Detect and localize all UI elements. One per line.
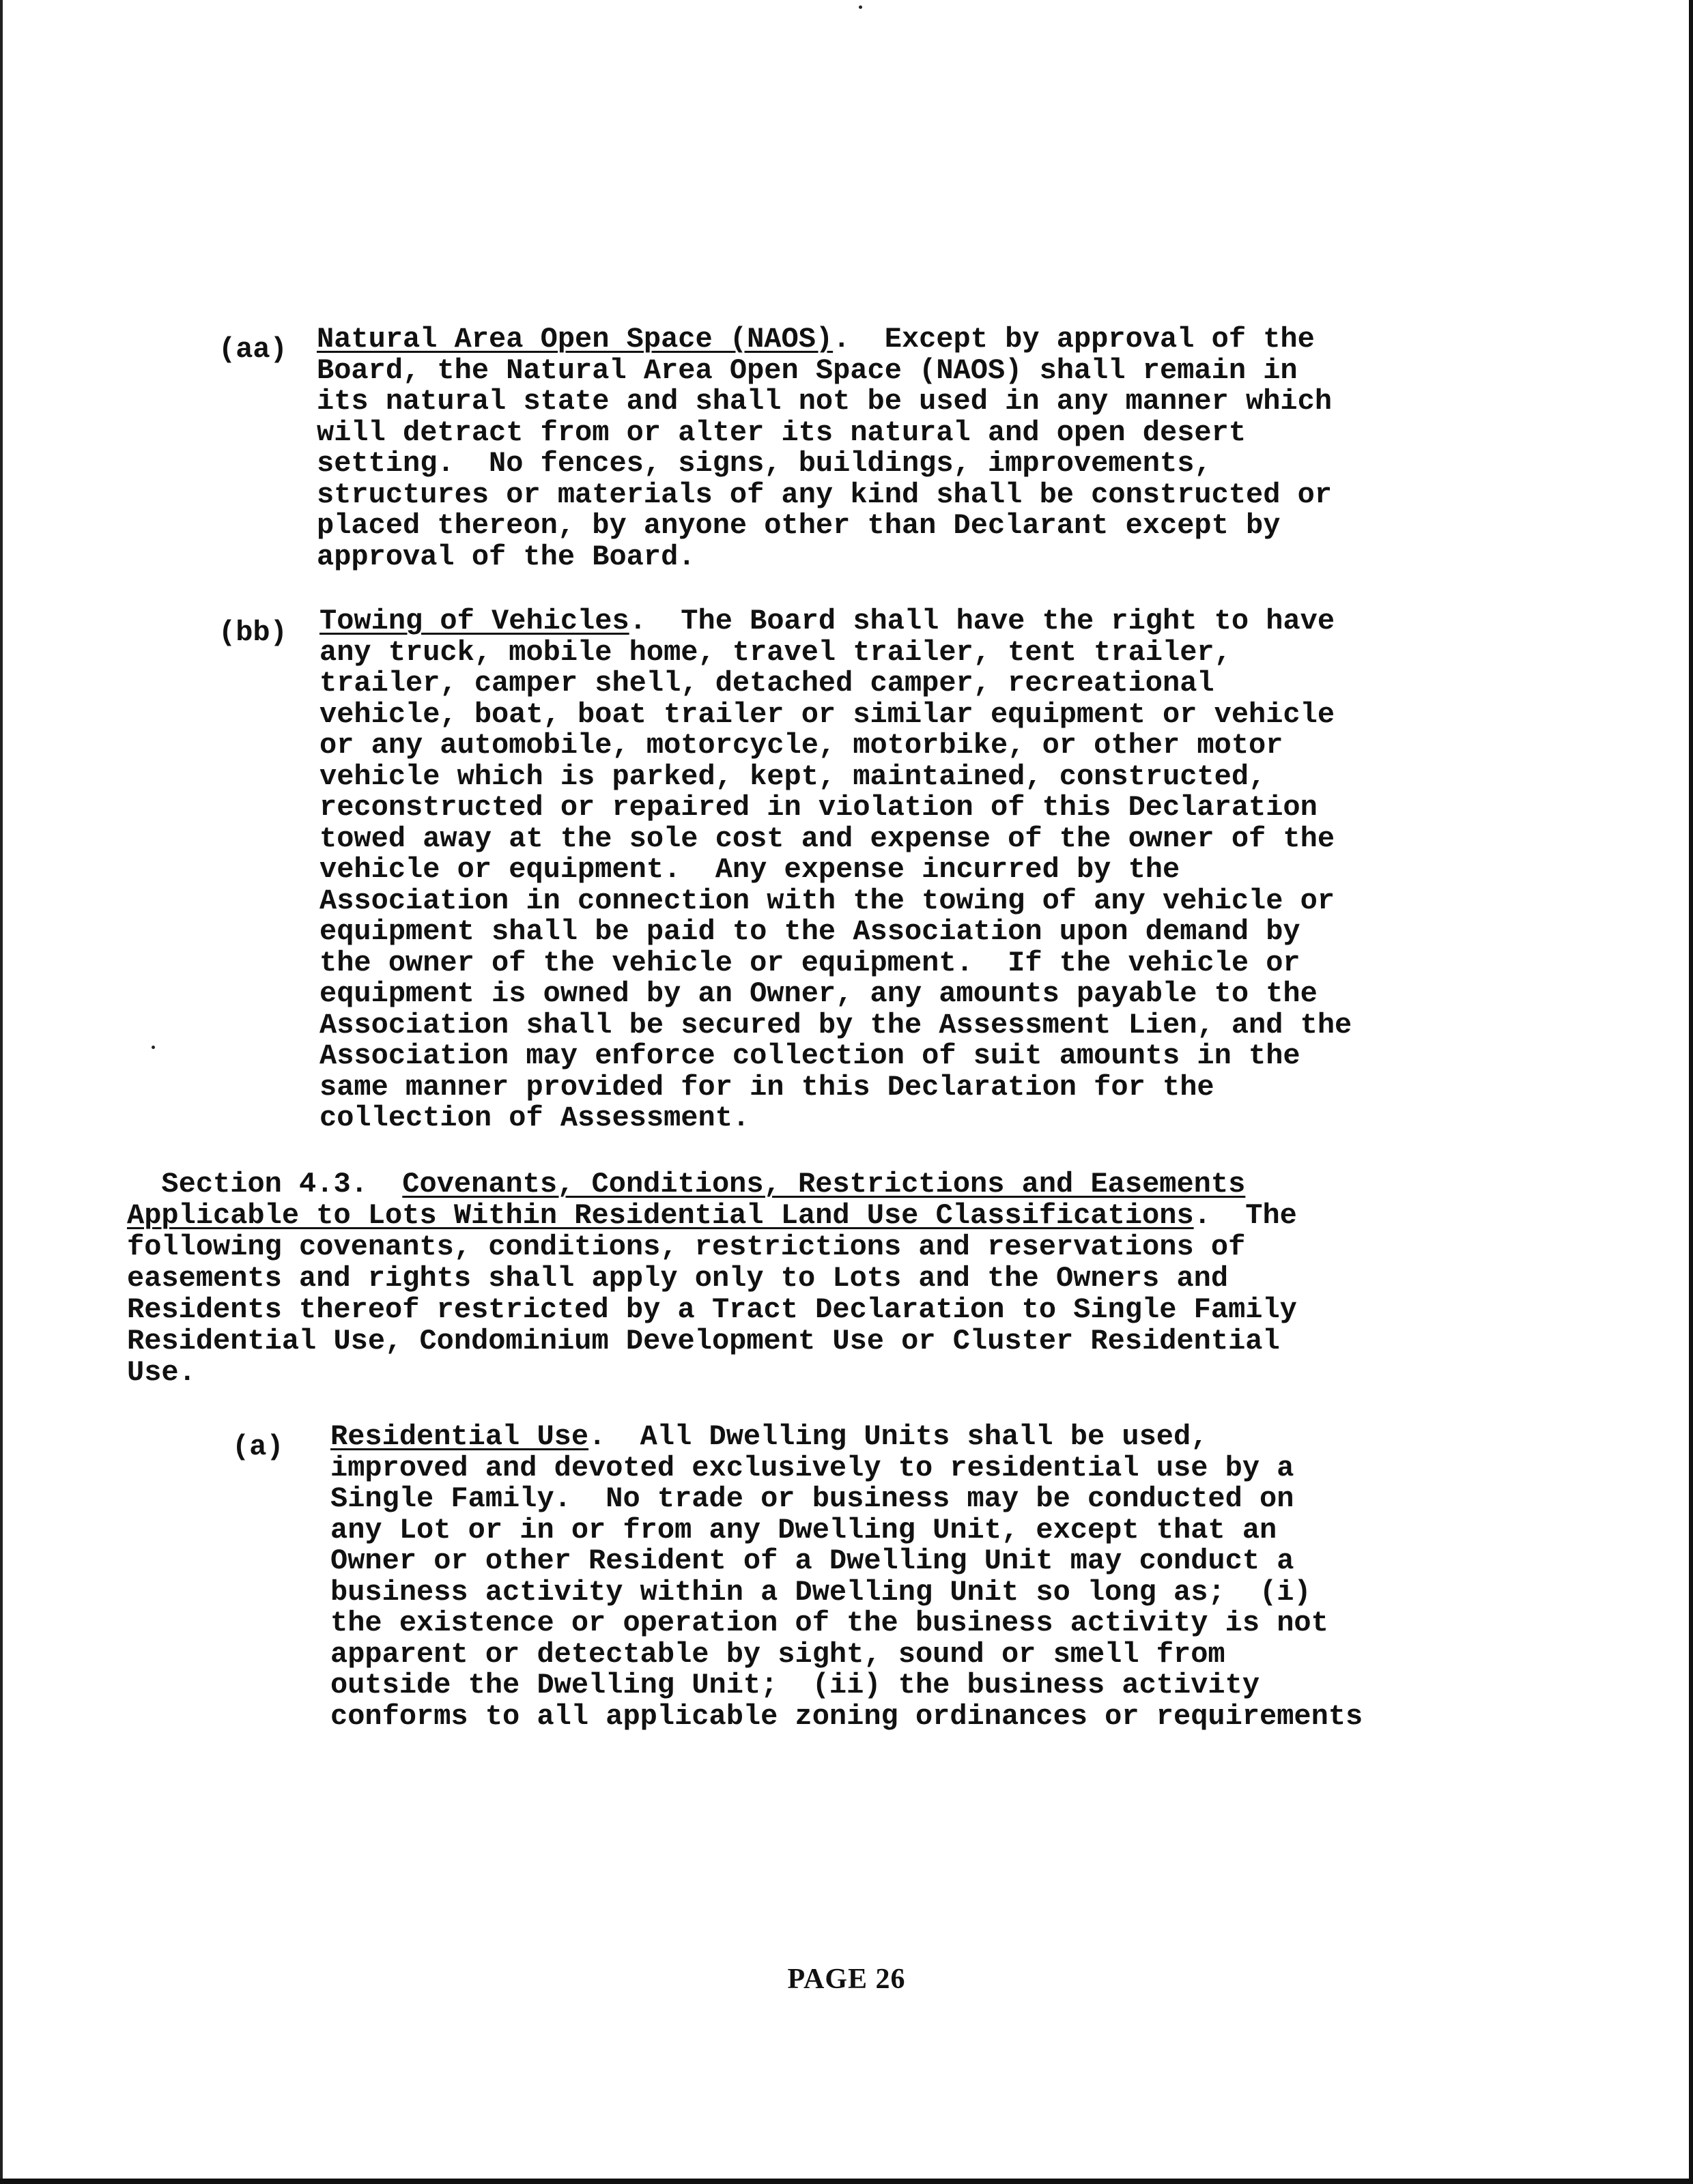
paragraph-bb-line: vehicle which is parked, kept, maintained, constructed, xyxy=(319,760,1266,793)
section-body-line: Residents thereof restricted by a Tract Declaration to Single Family xyxy=(127,1293,1297,1326)
paragraph-bb-line: any truck, mobile home, travel trailer, tent trailer, xyxy=(319,635,1232,669)
paragraph-bb-heading: Towing of Vehicles xyxy=(319,605,629,637)
section-body-line: Use. xyxy=(127,1356,196,1389)
paragraph-bb-line: reconstructed or repaired in violation of this Declaration xyxy=(319,791,1318,824)
scan-speck xyxy=(152,1046,155,1049)
page-number: PAGE 26 xyxy=(787,1964,906,1995)
scan-edge-left xyxy=(0,0,3,2184)
section-heading-line xyxy=(127,1168,1297,1200)
paragraph-bb-line: Towing of Vehicles. The Board shall have the right to have xyxy=(319,605,1335,637)
scan-speck xyxy=(859,5,862,9)
paragraph-a-line: business activity within a Dwelling Unit so long as; (i) xyxy=(330,1575,1311,1609)
paragraph-bb-line: collection of Assessment. xyxy=(319,1102,750,1134)
paragraph-a-heading: Residential Use xyxy=(330,1420,589,1453)
paragraph-aa-line: approval of the Board. xyxy=(317,540,696,573)
paragraph-bb-line: or any automobile, motorcycle, motorbike, or other motor xyxy=(319,729,1283,762)
paragraph-aa xyxy=(317,324,1332,573)
section-heading-line: Applicable to Lots Within Residential Land Use Classifications. The xyxy=(127,1199,1297,1232)
paragraph-bb-line: vehicle, boat, boat trailer or similar equipment or vehicle xyxy=(319,698,1335,731)
section-body-line: easements and rights shall apply only to Lots and the Owners and xyxy=(127,1262,1229,1295)
section-heading-part-1: Covenants, Conditions, Restrictions and Easements xyxy=(402,1168,1246,1201)
paragraph-aa-line: setting. No fences, signs, buildings, improvements, xyxy=(317,447,1212,480)
paragraph-bb-line: Association in connection with the towing of any vehicle or xyxy=(319,884,1335,917)
paragraph-aa-line: Natural Area Open Space (NAOS). Except by approval of the xyxy=(317,323,1315,356)
paragraph-a-line: Owner or other Resident of a Dwelling Unit may conduct a xyxy=(330,1544,1294,1577)
paragraph-aa-line: structures or materials of any kind shall be constructed or xyxy=(317,478,1333,511)
paragraph-bb-line: trailer, camper shell, detached camper, recreational xyxy=(319,667,1214,700)
paragraph-bb-label: (bb) xyxy=(218,616,287,649)
paragraph-a-line: any Lot or in or from any Dwelling Unit, except that an xyxy=(330,1513,1277,1547)
scan-edge-bottom xyxy=(0,2179,1693,2184)
paragraph-bb-line: towed away at the sole cost and expense of the owner of the xyxy=(319,822,1335,855)
paragraph-a xyxy=(330,1422,1363,1732)
paragraph-a-line: Residential Use. All Dwelling Units shall be used, xyxy=(330,1420,1208,1453)
scan-edge-right xyxy=(1689,0,1693,2184)
paragraph-a-line: apparent or detectable by sight, sound or smell from xyxy=(330,1637,1225,1671)
paragraph-a-line: Single Family. No trade or business may be conducted on xyxy=(330,1482,1294,1515)
paragraph-aa-line: Board, the Natural Area Open Space (NAOS) shall remain in xyxy=(317,354,1298,387)
paragraph-bb-line: same manner provided for in this Declaration for the xyxy=(319,1070,1214,1104)
paragraph-aa-line: will detract from or alter its natural and open desert xyxy=(317,416,1247,449)
paragraph-bb xyxy=(319,606,1352,1134)
paragraph-aa-line: its natural state and shall not be used in any manner which xyxy=(317,385,1333,418)
paragraph-bb-line: equipment is owned by an Owner, any amounts payable to the xyxy=(319,977,1318,1010)
paragraph-a-line: outside the Dwelling Unit; (ii) the business activity xyxy=(330,1669,1260,1701)
paragraph-bb-line: the owner of the vehicle or equipment. If the vehicle or xyxy=(319,946,1300,979)
paragraph-a-label: (a) xyxy=(232,1431,284,1463)
section-4-3 xyxy=(127,1168,1297,1388)
paragraph-bb-line: vehicle or equipment. Any expense incurred by the xyxy=(319,853,1180,886)
paragraph-bb-line: Association shall be secured by the Assessment Lien, and the xyxy=(319,1008,1352,1041)
section-body-line: following covenants, conditions, restrictions and reservations of xyxy=(127,1231,1246,1263)
section-number: Section 4.3. xyxy=(161,1168,368,1201)
paragraph-bb-line: Association may enforce collection of suit amounts in the xyxy=(319,1039,1300,1072)
paragraph-bb-line: equipment shall be paid to the Association upon demand by xyxy=(319,915,1300,948)
paragraph-a-line: improved and devoted exclusively to residential use by a xyxy=(330,1451,1294,1484)
section-heading-part-2: Applicable to Lots Within Residential Land Use Classifications xyxy=(127,1199,1194,1232)
paragraph-aa-label: (aa) xyxy=(218,333,287,366)
paragraph-a-line: the existence or operation of the business activity is not xyxy=(330,1607,1328,1639)
paragraph-a-line: conforms to all applicable zoning ordinances or requirements xyxy=(330,1699,1363,1733)
paragraph-aa-line: placed thereon, by anyone other than Declarant except by xyxy=(317,509,1281,542)
section-body-line: Residential Use, Condominium Development Use or Cluster Residential xyxy=(127,1325,1280,1357)
paragraph-aa-heading: Natural Area Open Space (NAOS) xyxy=(317,323,834,356)
